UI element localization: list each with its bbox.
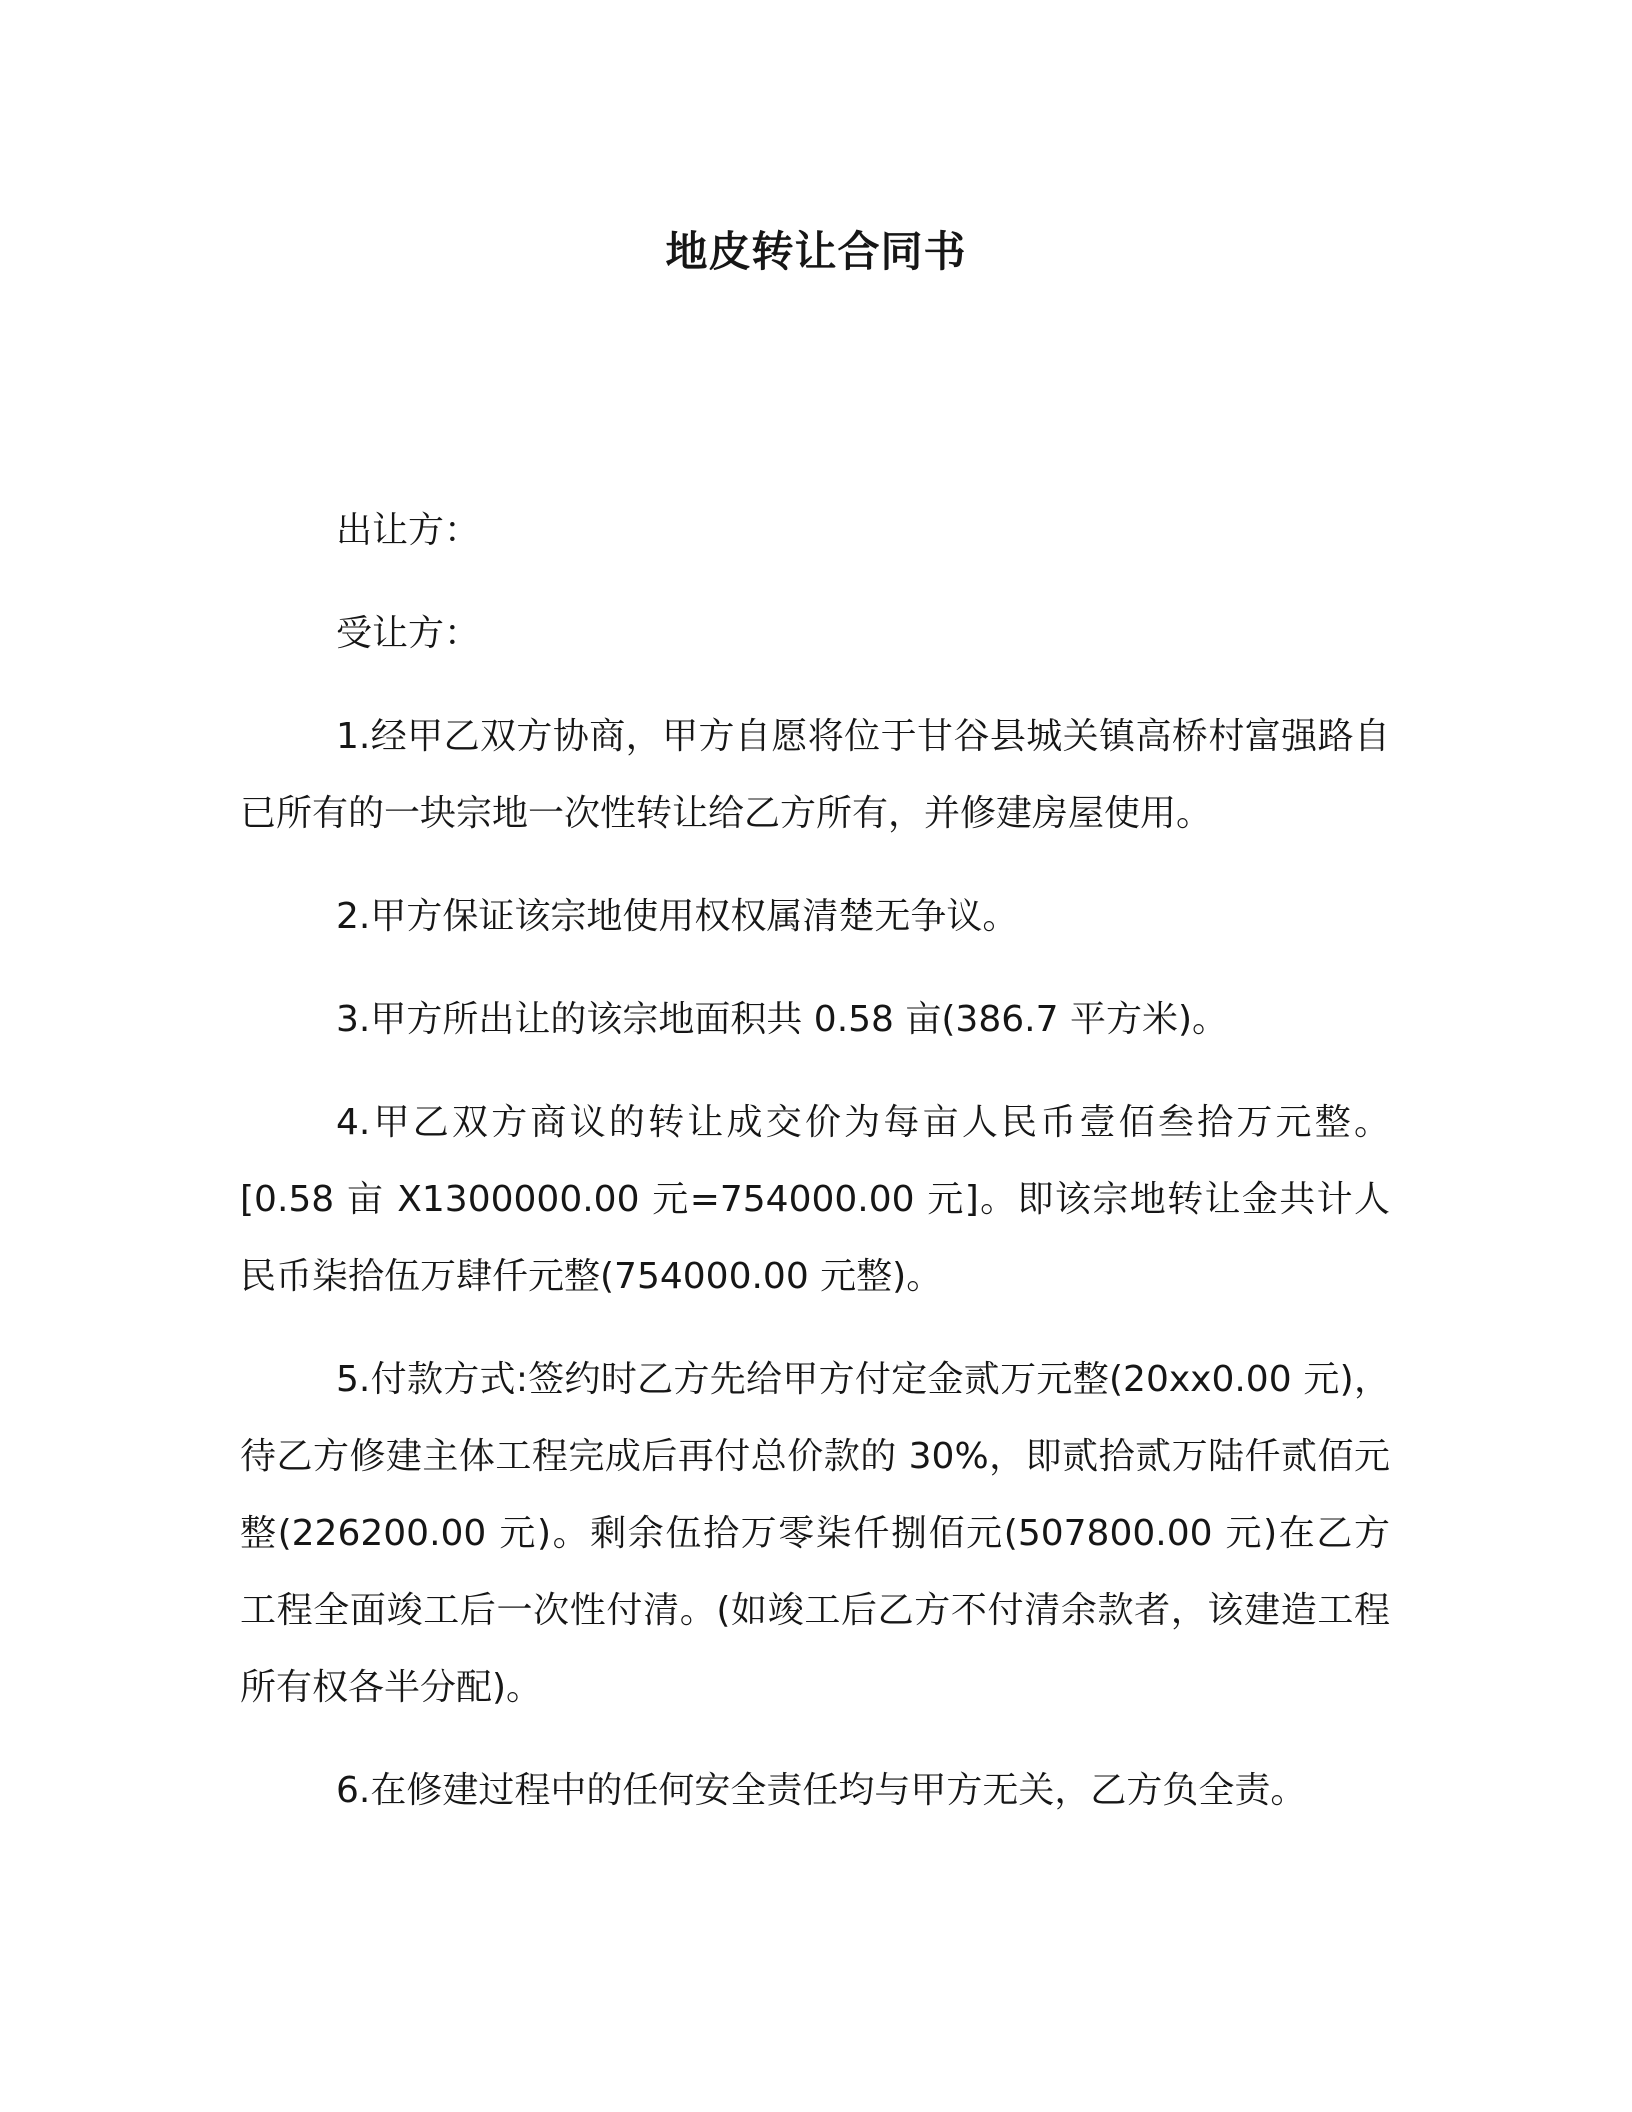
clause-5: 5.付款方式:签约时乙方先给甲方付定金贰万元整(20xx0.00 元)，待乙方修建主体工程完成后再付总价款的 30%，即贰拾贰万陆仟贰佰元整(226200.00 元)。剩余伍拾万零柒仟捌佰元(507800.00 元)在乙方工程全面竣工后一次性付清。(如竣工后乙方不付清余款者，该建造工程所有权各半分配)。 — [240, 1359, 1390, 1708]
clause-2: 2.甲方保证该宗地使用权权属清楚无争议。 — [336, 896, 1019, 937]
document-title: 地皮转让合同书 — [665, 227, 967, 276]
clause-4: 4.甲乙双方商议的转让成交价为每亩人民币壹佰叁拾万元整。[0.58 亩 X1300000.00 元=754000.00 元]。即该宗地转让金共计人民币柒拾伍万肆仟元整(754000.00 元整)。 — [240, 1102, 1390, 1297]
clause-1: 1.经甲乙双方协商，甲方自愿将位于甘谷县城关镇高桥村富强路自已所有的一块宗地一次性转让给乙方所有，并修建房屋使用。 — [240, 716, 1390, 834]
clause-3: 3.甲方所出让的该宗地面积共 0.58 亩(386.7 平方米)。 — [336, 999, 1228, 1040]
document-body — [240, 492, 1390, 1855]
transferee-line: 受让方： — [336, 613, 481, 654]
transferor-line: 出让方： — [336, 510, 481, 551]
clause-6: 6.在修建过程中的任何安全责任均与甲方无关，乙方负全责。 — [336, 1770, 1307, 1811]
